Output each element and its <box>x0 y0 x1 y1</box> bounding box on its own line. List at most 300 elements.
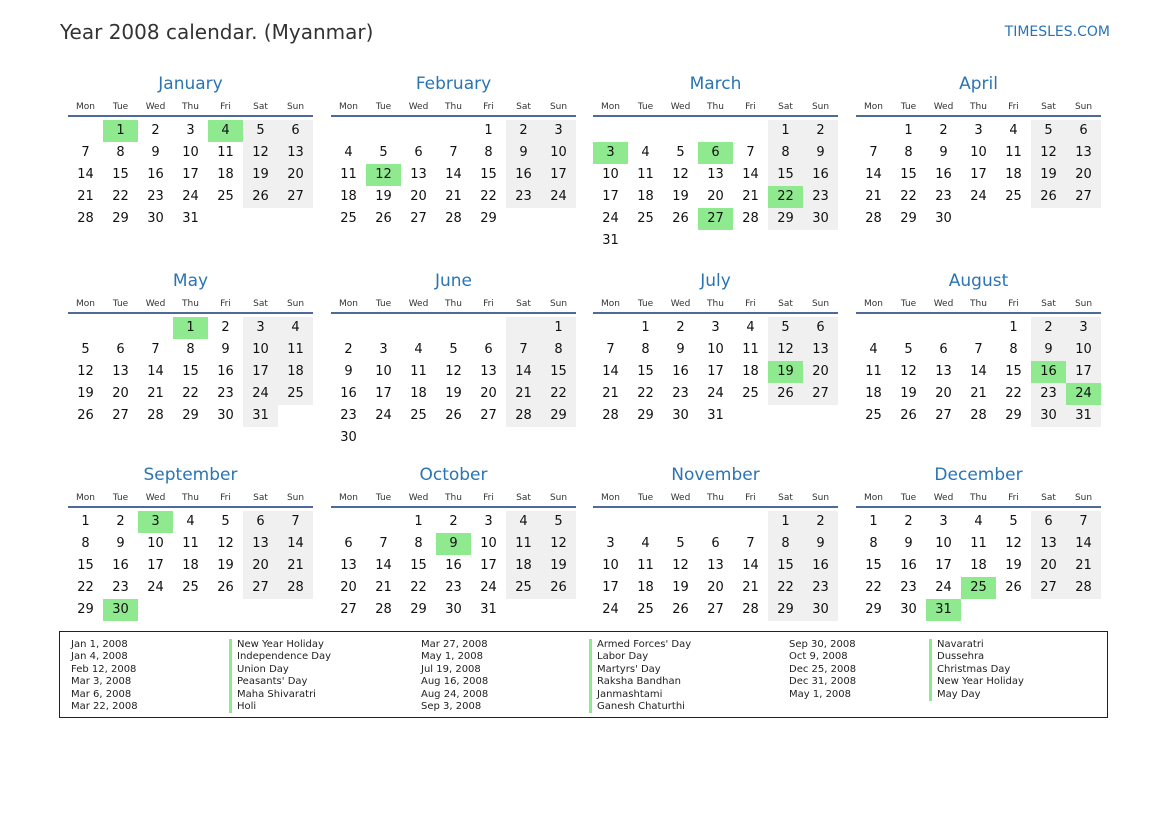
day-cell: 11 <box>340 167 357 182</box>
day-cell: 3 <box>939 514 948 529</box>
weekday-label: Thu <box>707 102 724 112</box>
holiday-entry: Sep 30, 2008 <box>789 639 856 650</box>
holiday-list <box>59 631 1108 718</box>
weekday-label: Sat <box>1041 102 1056 112</box>
day-cell: 24 <box>970 189 987 204</box>
day-cell: 10 <box>707 342 724 357</box>
day-cell: 9 <box>221 342 230 357</box>
weekday-label: Tue <box>112 299 129 309</box>
day-cell: 5 <box>541 511 576 533</box>
day-cell: 13 <box>803 339 838 361</box>
holiday-day-cell: 3 <box>593 142 628 164</box>
day-cell: 15 <box>410 558 427 573</box>
day-cell: 12 <box>243 142 278 164</box>
weekday-label: Sun <box>286 299 305 309</box>
day-cell: 19 <box>672 580 689 595</box>
day-cell: 24 <box>182 189 199 204</box>
weekday-label: Mon <box>601 299 620 309</box>
day-cell: 12 <box>768 339 803 361</box>
day-cell: 24 <box>935 580 952 595</box>
day-cell: 17 <box>602 189 619 204</box>
day-cell: 4 <box>186 514 195 529</box>
day-cell: 3 <box>379 342 388 357</box>
day-cell: 3 <box>711 320 720 335</box>
day-cell: 31 <box>1066 405 1101 427</box>
weekday-label: Fri <box>1008 493 1019 503</box>
day-grid <box>593 511 838 621</box>
day-cell: 15 <box>768 555 803 577</box>
day-cell: 29 <box>637 408 654 423</box>
day-cell: 12 <box>672 167 689 182</box>
day-cell: 30 <box>217 408 234 423</box>
day-cell: 14 <box>147 364 164 379</box>
day-cell: 16 <box>935 167 952 182</box>
weekday-header <box>331 99 576 117</box>
day-cell: 11 <box>410 364 427 379</box>
weekday-label: Wed <box>408 493 429 503</box>
weekday-label: Mon <box>864 493 883 503</box>
holiday-day-cell: 1 <box>173 317 208 339</box>
holiday-entry: Feb 12, 2008 <box>71 663 137 675</box>
day-cell: 28 <box>742 602 759 617</box>
day-cell: 13 <box>1031 533 1066 555</box>
day-cell: 11 <box>970 536 987 551</box>
day-cell: 11 <box>637 167 654 182</box>
holiday-dates-col-3 <box>789 639 856 701</box>
holiday-entry: Raksha Bandhan <box>597 676 681 688</box>
day-cell: 17 <box>602 580 619 595</box>
holiday-day-cell: 27 <box>698 208 733 230</box>
weekday-label: Wed <box>408 299 429 309</box>
day-cell: 26 <box>1031 186 1066 208</box>
day-cell: 23 <box>803 186 838 208</box>
day-cell: 29 <box>768 599 803 621</box>
holiday-entry: Jan 1, 2008 <box>71 639 128 650</box>
month-february <box>331 72 576 230</box>
month-october <box>331 463 576 621</box>
day-cell: 17 <box>243 361 278 383</box>
day-cell: 14 <box>77 167 94 182</box>
day-cell: 23 <box>147 189 164 204</box>
day-cell: 19 <box>243 164 278 186</box>
weekday-label: Tue <box>112 102 129 112</box>
day-cell: 25 <box>1005 189 1022 204</box>
day-cell: 29 <box>410 602 427 617</box>
day-cell: 2 <box>221 320 230 335</box>
day-cell: 1 <box>768 511 803 533</box>
empty-cell <box>891 317 926 339</box>
day-cell: 27 <box>935 408 952 423</box>
day-cell: 2 <box>506 120 541 142</box>
day-cell: 8 <box>541 339 576 361</box>
day-cell: 18 <box>637 189 654 204</box>
day-cell: 29 <box>541 405 576 427</box>
day-cell: 2 <box>803 120 838 142</box>
weekday-header <box>593 99 838 117</box>
day-cell: 7 <box>746 145 755 160</box>
day-cell: 25 <box>637 602 654 617</box>
weekday-label: Sat <box>1041 299 1056 309</box>
day-cell: 23 <box>935 189 952 204</box>
holiday-dates-col-1 <box>71 639 138 713</box>
day-cell: 10 <box>1066 339 1101 361</box>
day-cell: 5 <box>1031 120 1066 142</box>
day-cell: 20 <box>1031 555 1066 577</box>
site-link[interactable]: TIMESLES.COM <box>1004 24 1110 40</box>
day-cell: 5 <box>768 317 803 339</box>
day-cell: 28 <box>1066 577 1101 599</box>
day-cell: 26 <box>243 186 278 208</box>
day-cell: 3 <box>541 120 576 142</box>
weekday-label: Thu <box>445 299 462 309</box>
holiday-day-cell: 24 <box>1066 383 1101 405</box>
day-cell: 24 <box>243 383 278 405</box>
day-cell: 8 <box>768 142 803 164</box>
day-cell: 2 <box>344 342 353 357</box>
day-cell: 10 <box>480 536 497 551</box>
day-grid <box>331 120 576 230</box>
weekday-label: Mon <box>76 493 95 503</box>
weekday-label: Fri <box>483 102 494 112</box>
weekday-label: Sun <box>1074 299 1093 309</box>
weekday-label: Mon <box>601 102 620 112</box>
day-cell: 4 <box>746 320 755 335</box>
day-cell: 16 <box>803 555 838 577</box>
weekday-label: Fri <box>1008 102 1019 112</box>
weekday-label: Fri <box>220 102 231 112</box>
month-title: November <box>671 465 760 485</box>
month-title: February <box>415 74 492 94</box>
day-cell: 30 <box>147 211 164 226</box>
day-cell: 2 <box>151 123 160 138</box>
month-title: October <box>419 465 488 485</box>
day-cell: 15 <box>637 364 654 379</box>
day-cell: 30 <box>340 430 357 445</box>
month-title: July <box>700 271 731 291</box>
weekday-label: Sun <box>1074 102 1093 112</box>
weekday-label: Tue <box>637 299 654 309</box>
empty-cell <box>698 511 733 533</box>
day-cell: 24 <box>602 211 619 226</box>
day-cell: 2 <box>803 511 838 533</box>
holiday-entry: May 1, 2008 <box>789 688 852 700</box>
day-cell: 28 <box>742 211 759 226</box>
day-cell: 21 <box>278 555 313 577</box>
day-cell: 14 <box>506 361 541 383</box>
day-cell: 1 <box>768 120 803 142</box>
day-cell: 24 <box>707 386 724 401</box>
day-cell: 30 <box>803 599 838 621</box>
day-cell: 25 <box>278 383 313 405</box>
day-cell: 15 <box>900 167 917 182</box>
day-cell: 14 <box>445 167 462 182</box>
day-cell: 20 <box>278 164 313 186</box>
day-cell: 1 <box>641 320 650 335</box>
day-cell: 30 <box>672 408 689 423</box>
day-cell: 30 <box>1031 405 1066 427</box>
weekday-label: Tue <box>375 102 392 112</box>
day-cell: 16 <box>112 558 129 573</box>
day-cell: 17 <box>1066 361 1101 383</box>
day-cell: 11 <box>637 558 654 573</box>
day-cell: 8 <box>186 342 195 357</box>
weekday-label: Fri <box>483 299 494 309</box>
weekday-label: Wed <box>670 299 691 309</box>
day-cell: 6 <box>484 342 493 357</box>
day-cell: 19 <box>1005 558 1022 573</box>
empty-cell <box>331 317 366 339</box>
day-cell: 20 <box>410 189 427 204</box>
day-cell: 25 <box>340 211 357 226</box>
holiday-entry: New Year Holiday <box>237 639 324 650</box>
weekday-label: Mon <box>864 299 883 309</box>
day-cell: 6 <box>116 342 125 357</box>
day-cell: 17 <box>935 558 952 573</box>
day-cell: 14 <box>742 558 759 573</box>
day-cell: 22 <box>112 189 129 204</box>
empty-cell <box>733 120 768 142</box>
weekday-label: Thu <box>707 493 724 503</box>
day-cell: 21 <box>970 386 987 401</box>
day-cell: 9 <box>676 342 685 357</box>
day-cell: 6 <box>278 120 313 142</box>
day-cell: 15 <box>182 364 199 379</box>
weekday-label: Fri <box>745 102 756 112</box>
day-cell: 20 <box>340 580 357 595</box>
day-cell: 31 <box>707 408 724 423</box>
day-grid <box>593 120 838 252</box>
day-cell: 23 <box>112 580 129 595</box>
page-title: Year 2008 calendar. (Myanmar) <box>60 20 374 44</box>
day-cell: 14 <box>865 167 882 182</box>
day-cell: 5 <box>676 145 685 160</box>
day-cell: 8 <box>641 342 650 357</box>
day-cell: 21 <box>147 386 164 401</box>
day-cell: 13 <box>278 142 313 164</box>
month-december <box>856 463 1101 621</box>
holiday-entry: Mar 22, 2008 <box>71 701 138 713</box>
day-cell: 7 <box>1066 511 1101 533</box>
holiday-entry: Jul 19, 2008 <box>421 663 481 675</box>
weekday-label: Wed <box>933 493 954 503</box>
day-cell: 11 <box>217 145 234 160</box>
day-cell: 9 <box>939 145 948 160</box>
day-cell: 9 <box>904 536 913 551</box>
day-cell: 10 <box>375 364 392 379</box>
day-cell: 11 <box>1005 145 1022 160</box>
weekday-label: Tue <box>375 299 392 309</box>
day-cell: 28 <box>865 211 882 226</box>
day-cell: 25 <box>506 577 541 599</box>
day-cell: 27 <box>112 408 129 423</box>
day-cell: 6 <box>243 511 278 533</box>
day-cell: 10 <box>935 536 952 551</box>
holiday-entry: Navaratri <box>937 639 984 650</box>
weekday-label: Wed <box>933 299 954 309</box>
weekday-label: Thu <box>182 102 199 112</box>
empty-cell <box>436 317 471 339</box>
day-cell: 24 <box>480 580 497 595</box>
day-cell: 28 <box>147 408 164 423</box>
day-cell: 27 <box>1031 577 1066 599</box>
day-cell: 14 <box>1066 533 1101 555</box>
day-cell: 1 <box>484 123 493 138</box>
day-cell: 28 <box>77 211 94 226</box>
day-cell: 20 <box>935 386 952 401</box>
day-cell: 7 <box>506 339 541 361</box>
holiday-day-cell: 31 <box>926 599 961 621</box>
weekday-label: Fri <box>483 493 494 503</box>
day-cell: 13 <box>480 364 497 379</box>
day-cell: 20 <box>112 386 129 401</box>
day-cell: 3 <box>243 317 278 339</box>
day-cell: 22 <box>480 189 497 204</box>
day-cell: 25 <box>410 408 427 423</box>
day-cell: 9 <box>1031 339 1066 361</box>
empty-cell <box>628 511 663 533</box>
month-title: March <box>689 74 742 94</box>
month-january <box>68 72 313 230</box>
weekday-label: Fri <box>745 493 756 503</box>
weekday-header <box>68 490 313 508</box>
day-cell: 8 <box>81 536 90 551</box>
holiday-day-cell: 30 <box>103 599 138 621</box>
day-cell: 26 <box>77 408 94 423</box>
holiday-entry: Martyrs' Day <box>597 663 661 675</box>
holiday-entry: Dec 25, 2008 <box>789 663 857 675</box>
day-cell: 28 <box>970 408 987 423</box>
day-cell: 7 <box>449 145 458 160</box>
day-cell: 31 <box>602 233 619 248</box>
day-cell: 18 <box>865 386 882 401</box>
weekday-header <box>68 296 313 314</box>
day-cell: 5 <box>449 342 458 357</box>
day-cell: 18 <box>637 580 654 595</box>
day-cell: 24 <box>147 580 164 595</box>
weekday-label: Thu <box>970 493 987 503</box>
day-cell: 2 <box>939 123 948 138</box>
day-cell: 28 <box>278 577 313 599</box>
day-cell: 26 <box>445 408 462 423</box>
empty-cell <box>961 317 996 339</box>
holiday-entry: Aug 16, 2008 <box>421 676 489 688</box>
day-cell: 15 <box>112 167 129 182</box>
day-cell: 26 <box>672 602 689 617</box>
day-cell: 28 <box>445 211 462 226</box>
weekday-label: Sat <box>253 102 268 112</box>
day-cell: 12 <box>541 533 576 555</box>
day-cell: 21 <box>506 383 541 405</box>
holiday-day-cell: 3 <box>138 511 173 533</box>
holiday-entry: Dec 31, 2008 <box>789 676 857 688</box>
day-cell: 22 <box>900 189 917 204</box>
empty-cell <box>331 120 366 142</box>
month-title: April <box>959 74 998 94</box>
day-cell: 5 <box>676 536 685 551</box>
day-grid <box>856 120 1101 230</box>
day-cell: 8 <box>904 145 913 160</box>
empty-cell <box>593 511 628 533</box>
weekday-label: Thu <box>970 299 987 309</box>
day-grid <box>331 511 576 621</box>
empty-cell <box>856 317 891 339</box>
holiday-names-col-1 <box>229 639 331 713</box>
holiday-entry: Holi <box>237 701 257 713</box>
weekday-label: Thu <box>182 493 199 503</box>
day-cell: 3 <box>484 514 493 529</box>
day-cell: 25 <box>865 408 882 423</box>
day-cell: 6 <box>803 317 838 339</box>
day-cell: 6 <box>344 536 353 551</box>
day-cell: 9 <box>506 142 541 164</box>
weekday-label: Sun <box>549 493 568 503</box>
day-cell: 18 <box>506 555 541 577</box>
day-cell: 1 <box>904 123 913 138</box>
day-cell: 19 <box>672 189 689 204</box>
holiday-entry: Aug 24, 2008 <box>421 688 489 700</box>
day-cell: 2 <box>449 514 458 529</box>
month-title: August <box>948 271 1009 291</box>
day-cell: 2 <box>116 514 125 529</box>
weekday-label: Wed <box>145 299 166 309</box>
day-cell: 12 <box>1005 536 1022 551</box>
day-cell: 14 <box>742 167 759 182</box>
empty-cell <box>856 120 891 142</box>
day-cell: 12 <box>77 364 94 379</box>
weekday-label: Sun <box>549 102 568 112</box>
day-cell: 1 <box>869 514 878 529</box>
day-cell: 17 <box>375 386 392 401</box>
day-cell: 4 <box>344 145 353 160</box>
weekday-label: Sun <box>286 102 305 112</box>
day-cell: 17 <box>970 167 987 182</box>
holiday-dates-col-2 <box>421 639 488 713</box>
day-cell: 16 <box>900 558 917 573</box>
day-cell: 27 <box>340 602 357 617</box>
day-cell: 22 <box>865 580 882 595</box>
holiday-entry: Maha Shivaratri <box>237 688 316 700</box>
day-cell: 16 <box>340 386 357 401</box>
day-cell: 10 <box>602 167 619 182</box>
weekday-label: Sun <box>1074 493 1093 503</box>
day-cell: 26 <box>768 383 803 405</box>
day-cell: 23 <box>340 408 357 423</box>
day-cell: 16 <box>445 558 462 573</box>
day-cell: 28 <box>375 602 392 617</box>
weekday-label: Sun <box>811 493 830 503</box>
empty-cell <box>663 511 698 533</box>
day-cell: 8 <box>1009 342 1018 357</box>
day-cell: 2 <box>1031 317 1066 339</box>
day-cell: 4 <box>414 342 423 357</box>
day-cell: 15 <box>541 361 576 383</box>
weekday-label: Sat <box>1041 493 1056 503</box>
day-cell: 21 <box>1066 555 1101 577</box>
holiday-day-cell: 4 <box>208 120 243 142</box>
empty-cell <box>733 511 768 533</box>
day-cell: 5 <box>243 120 278 142</box>
day-cell: 8 <box>484 145 493 160</box>
empty-cell <box>366 317 401 339</box>
day-cell: 20 <box>243 555 278 577</box>
holiday-entry: Armed Forces' Day <box>597 639 692 650</box>
day-cell: 30 <box>900 602 917 617</box>
weekday-label: Mon <box>864 102 883 112</box>
weekday-label: Tue <box>375 493 392 503</box>
month-april <box>856 72 1101 230</box>
holiday-names-col-3 <box>929 639 1024 701</box>
day-cell: 4 <box>506 511 541 533</box>
